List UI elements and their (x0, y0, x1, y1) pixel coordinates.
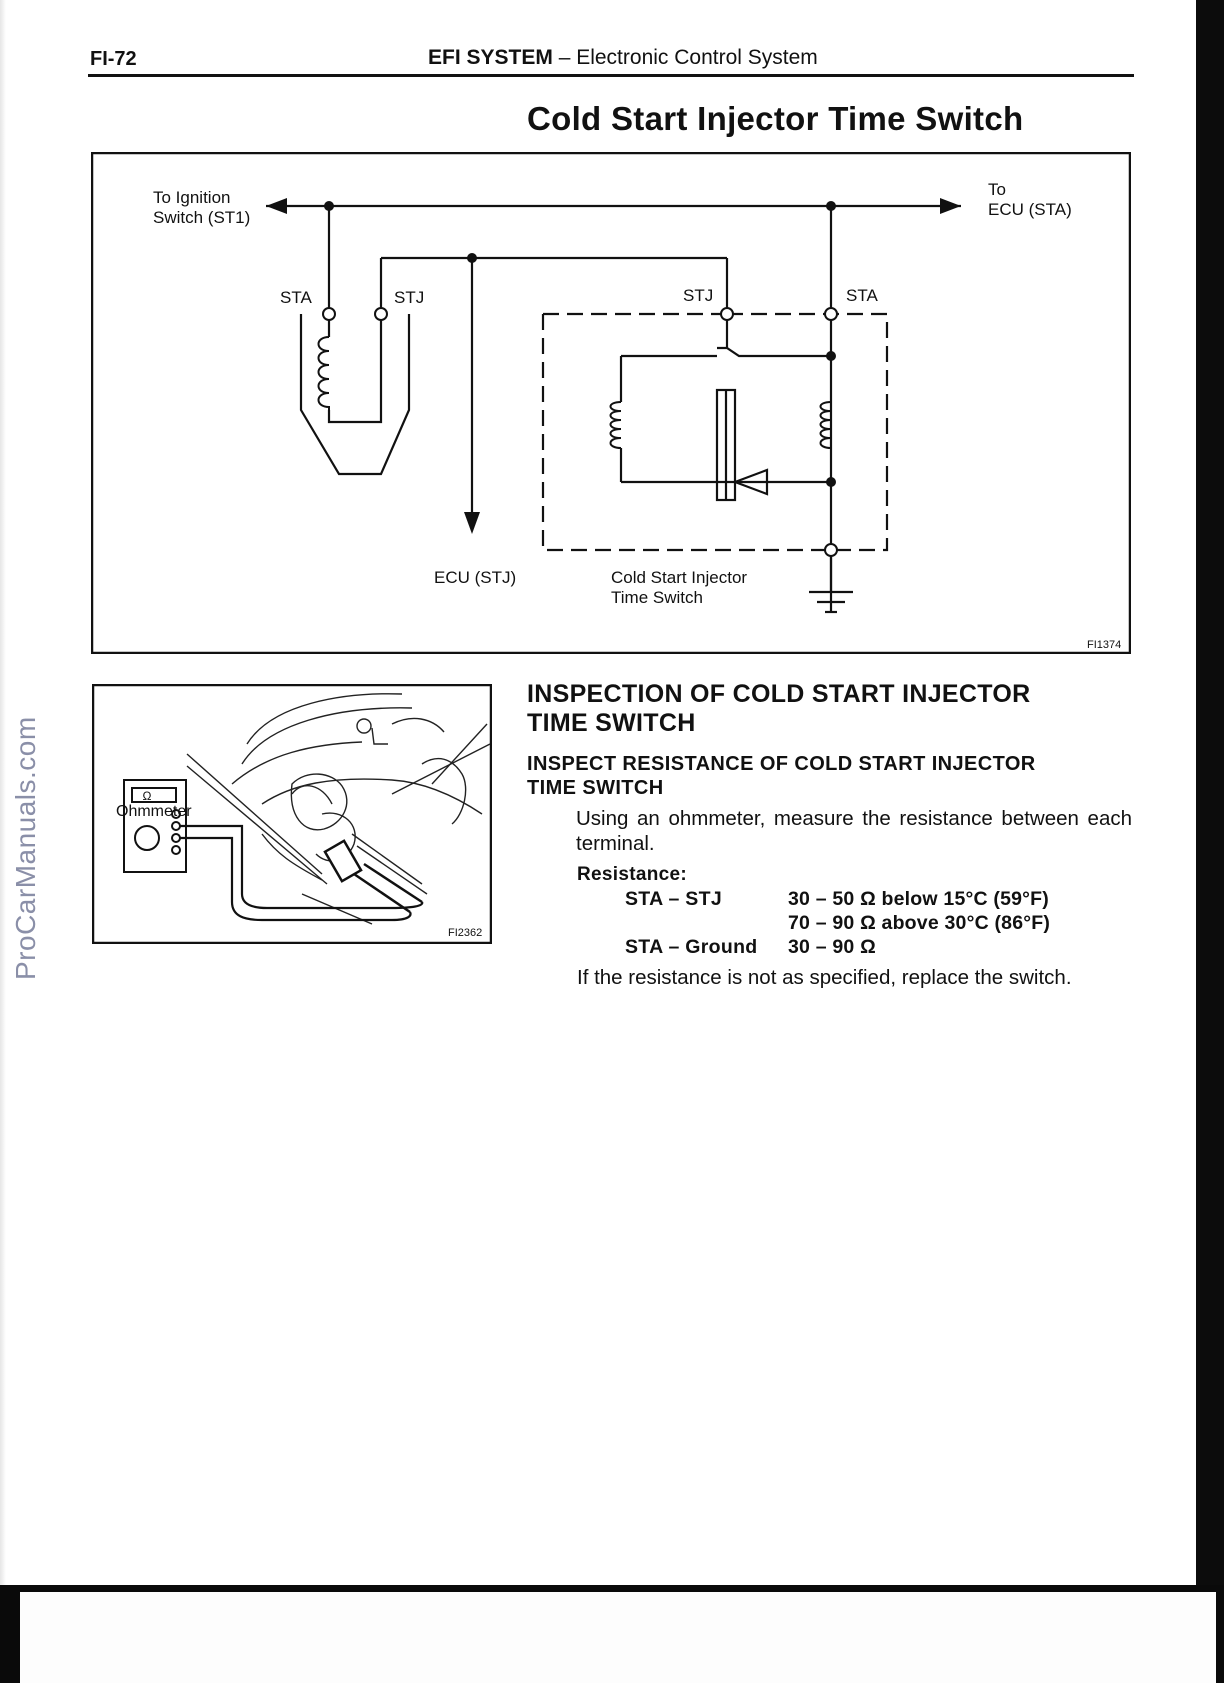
scan-bottom-paper (20, 1592, 1216, 1683)
section-title-rest: – Electronic Control System (552, 46, 818, 69)
resistance-row-terminals: STA – Ground (625, 936, 758, 958)
resistance-row-value: 30 – 90 Ω (788, 936, 876, 958)
scan-left-edge (0, 0, 6, 1683)
ohm-symbol: Ω (142, 789, 152, 803)
label-sta-right: STA (846, 286, 878, 305)
arrow-left (266, 198, 287, 214)
watermark: ProCarManuals.com (10, 716, 41, 980)
section-title (428, 46, 818, 70)
coil-left-housing (319, 337, 330, 410)
resistance-label: Resistance: (577, 864, 687, 885)
ohmmeter-label: Ohmmeter (116, 803, 192, 820)
ohmmeter-illustration (92, 684, 492, 944)
page-number: FI-72 (90, 48, 137, 70)
label-to-ecu-2: ECU (STA) (988, 200, 1072, 219)
label-switch-1: Cold Start Injector (611, 568, 748, 587)
page-title: Cold Start Injector Time Switch (527, 100, 1024, 137)
inspection-subheading-line1: INSPECT RESISTANCE OF COLD START INJECTOR (527, 753, 1036, 775)
inspection-subheading-line2: TIME SWITCH (527, 777, 664, 799)
section-title-bold: EFI SYSTEM (428, 46, 553, 69)
resistance-row-terminals: STA – STJ (625, 888, 722, 910)
coil-switch-left (611, 402, 622, 448)
label-switch-2: Time Switch (611, 588, 703, 607)
label-stj-left: STJ (394, 288, 425, 307)
inspection-subheading (527, 752, 1087, 800)
inspection-heading (527, 680, 1127, 738)
figure-id-photo: FI2362 (448, 927, 483, 939)
header-rule (88, 74, 1134, 77)
circuit-diagram (91, 152, 1131, 654)
scan-right-edge (1196, 0, 1224, 1683)
inspection-heading-line1: INSPECTION OF COLD START INJECTOR (527, 680, 1031, 708)
label-to-ecu-1: To (988, 180, 1006, 199)
arrow-down (464, 512, 480, 534)
arrow-right (940, 198, 961, 214)
closing-text: If the resistance is not as specified, replace the switch. (577, 966, 1072, 989)
resistance-row-value: 30 – 50 Ω below 15°C (59°F) (788, 888, 1049, 910)
resistance-row-value: 70 – 90 Ω above 30°C (86°F) (788, 912, 1051, 934)
inspection-heading-line2: TIME SWITCH (527, 709, 696, 737)
label-ecu-stj: ECU (STJ) (434, 568, 517, 587)
figure-id-diagram: FI1374 (1087, 639, 1122, 651)
instruction-text: Using an ohmmeter, measure the resistance between each terminal. (576, 807, 1132, 855)
label-sta-left: STA (280, 288, 312, 307)
coil-switch-right (821, 402, 832, 448)
label-to-ignition-1: To Ignition (153, 188, 231, 207)
label-stj-right: STJ (683, 286, 714, 305)
label-to-ignition-2: Switch (ST1) (153, 208, 251, 227)
